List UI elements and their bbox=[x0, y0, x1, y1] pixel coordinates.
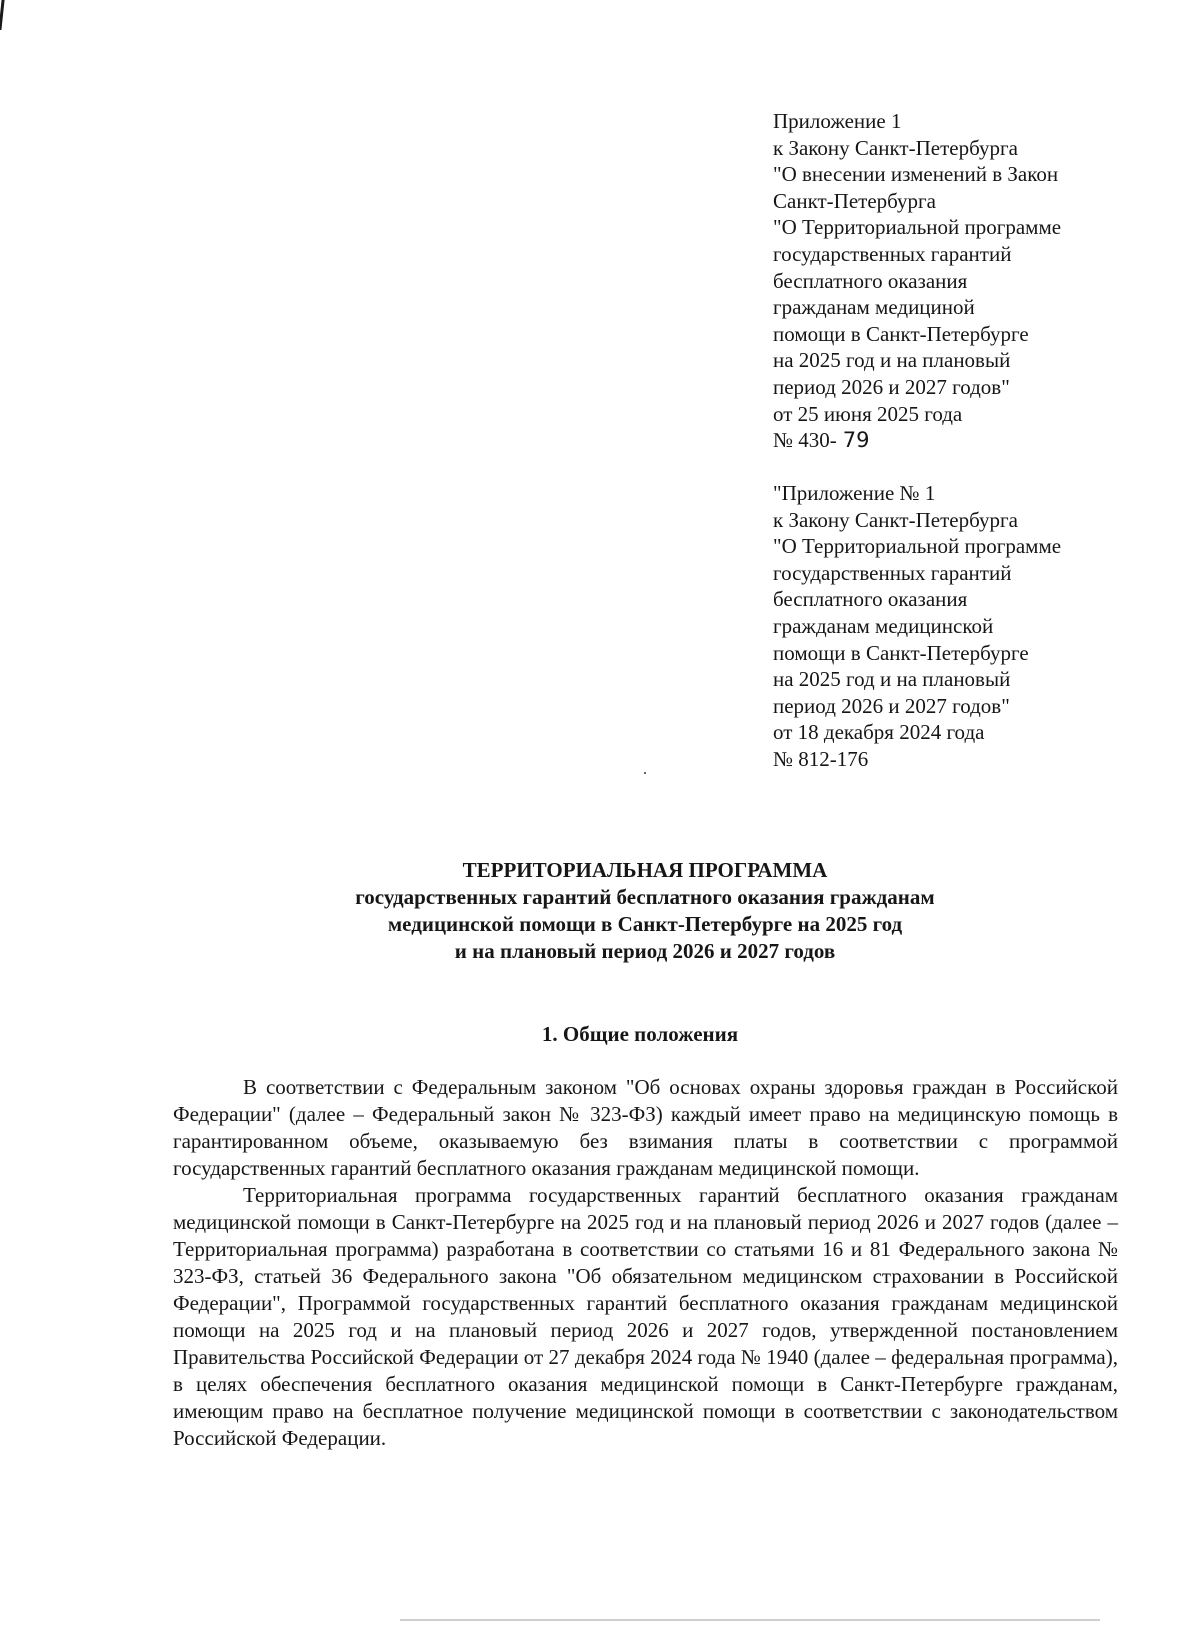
scan-corner-mark bbox=[0, 0, 5, 30]
appendix-current-line: Приложение 1 bbox=[773, 109, 902, 133]
appendix-current-block bbox=[773, 108, 1193, 454]
scan-bottom-edge bbox=[400, 1619, 1100, 1621]
law-number-line bbox=[773, 427, 1193, 454]
appendix-original-line: государственных гарантий bbox=[773, 560, 1012, 585]
appendix-current-line: "О внесении изменений в Закон bbox=[773, 162, 1059, 187]
program-title-line: государственных гарантий бесплатного оказания гражданам bbox=[355, 885, 935, 909]
appendix-current-line: на 2025 год и на плановый bbox=[773, 348, 1011, 373]
appendix-current-line: "О Территориальной программе bbox=[773, 215, 1062, 240]
appendix-current-line: период 2026 и 2027 годов" bbox=[773, 374, 1010, 399]
appendix-original-line: "Приложение № 1 bbox=[773, 481, 936, 505]
appendix-current-line: государственных гарантий bbox=[773, 241, 1012, 266]
appendix-original-line: к Закону Санкт-Петербурга bbox=[773, 507, 1018, 532]
section-heading: 1. Общие положения bbox=[541, 1022, 739, 1046]
appendix-current-line: помощи в Санкт-Петербурге bbox=[773, 321, 1029, 346]
appendix-current-line: гражданам медициной bbox=[773, 295, 975, 320]
appendix-current-line: Санкт-Петербурга bbox=[773, 188, 936, 213]
appendix-original-line: на 2025 год и на плановый bbox=[773, 667, 1011, 692]
body-paragraph: Территориальная программа государственных гарантий бесплатного оказания гражданам медицинской помощи в Санкт-Петербурге на 2025 год и на плановый период 2026 и 2027 годов (далее – Территориальная программа) разработана в соответствии со статьями 16 и 81 Федерального закона № 323-ФЗ, статьей 36 Федерального закона "Об обязательном медицинском страховании в Российской Федерации", Программой государственных гарантий бесплатного оказания гражданам медицинской помощи на 2025 год и на плановый период 2026 и 2027 годов, утвержденной постановлением Правительства Российской Федерации от 27 декабря 2024 года № 1940 (далее – федеральная программа), в целях обеспечения бесплатного оказания медицинской помощи в Санкт-Петербурге гражданам, имеющим право на бесплатное получение медицинской помощи в соответствии с законодательством Российской Федерации. bbox=[173, 1183, 1118, 1450]
appendix-original-line: гражданам медицинской bbox=[773, 613, 994, 638]
appendix-original-block bbox=[773, 480, 1193, 773]
scan-speck bbox=[644, 772, 646, 774]
appendix-original-line: от 18 декабря 2024 года bbox=[773, 720, 985, 745]
appendix-original-line: период 2026 и 2027 годов" bbox=[773, 693, 1010, 718]
law-number-prefix: № 430- bbox=[773, 428, 837, 453]
section-body bbox=[173, 1074, 1118, 1452]
appendix-current-line: от 25 июня 2025 года bbox=[773, 401, 963, 426]
law-number-handwritten: 79 bbox=[842, 428, 870, 453]
appendix-original-line: бесплатного оказания bbox=[773, 587, 968, 612]
program-title-line: ТЕРРИТОРИАЛЬНАЯ ПРОГРАММА bbox=[462, 858, 828, 882]
program-title-line: и на плановый период 2026 и 2027 годов bbox=[454, 939, 836, 963]
program-title-line: медицинской помощи в Санкт-Петербурге на 2025 год bbox=[387, 912, 903, 936]
body-paragraph: В соответствии с Федеральным законом "Об основах охраны здоровья граждан в Российской Федерации" (далее – Федеральный закон № 323-ФЗ) каждый имеет право на медицинскую помощь в гарантированном объеме, оказываемую без взимания платы в соответствии с программой государственных гарантий бесплатного оказания гражданам медицинской помощи. bbox=[173, 1075, 1118, 1180]
appendix-original-line: № 812-176 bbox=[773, 746, 869, 771]
appendix-current-line: к Закону Санкт-Петербурга bbox=[773, 135, 1018, 160]
appendix-original-line: помощи в Санкт-Петербурге bbox=[773, 640, 1029, 665]
appendix-original-line: "О Территориальной программе bbox=[773, 534, 1062, 559]
program-title bbox=[200, 857, 1090, 965]
appendix-current-line: бесплатного оказания bbox=[773, 268, 968, 293]
